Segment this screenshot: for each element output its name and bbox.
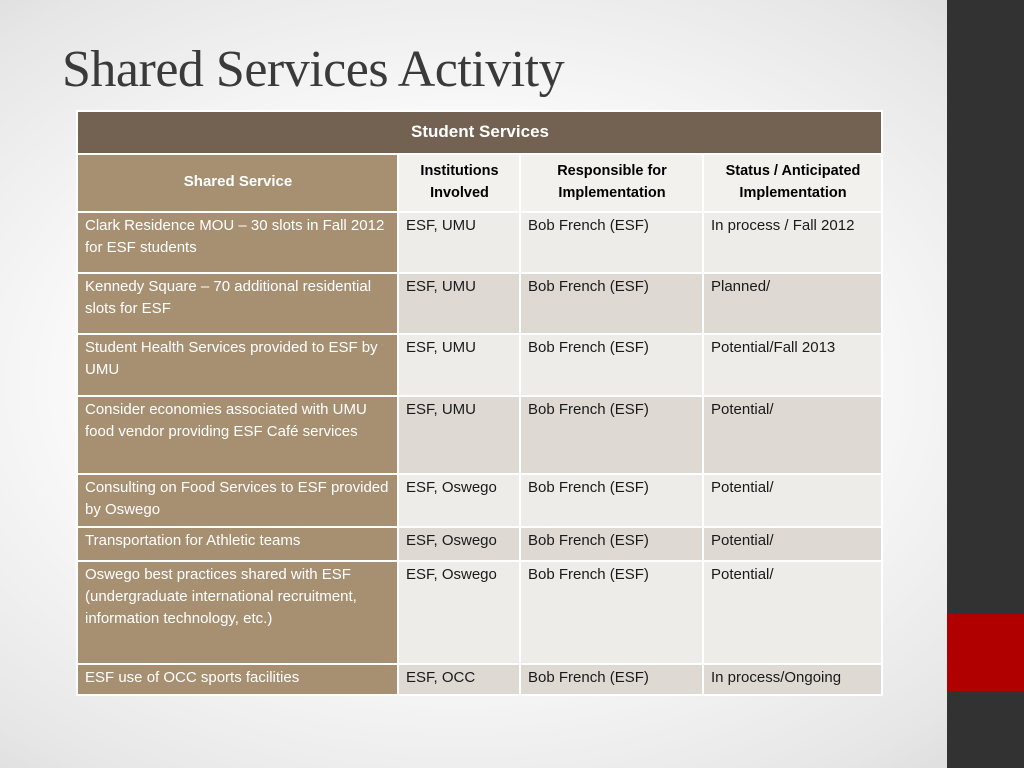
- responsible-cell: Bob French (ESF): [521, 475, 702, 526]
- shared-service-cell: Student Health Services provided to ESF by UMU: [78, 335, 397, 395]
- shared-service-cell: Consider economies associated with UMU food vendor providing ESF Café services: [78, 397, 397, 473]
- section-title: Student Services: [78, 112, 881, 153]
- responsible-cell: Bob French (ESF): [521, 335, 702, 395]
- column-header-status: Status / Anticipated Implementation: [704, 155, 881, 211]
- column-header-institutions: Institutions Involved: [399, 155, 519, 211]
- responsible-cell: Bob French (ESF): [521, 528, 702, 560]
- responsible-cell: Bob French (ESF): [521, 213, 702, 272]
- table-row: [78, 528, 881, 560]
- shared-service-cell: Transportation for Athletic teams: [78, 528, 397, 560]
- status-cell: Potential/: [704, 475, 881, 526]
- institutions-cell: ESF, OCC: [399, 665, 519, 694]
- institutions-cell: ESF, UMU: [399, 335, 519, 395]
- institutions-cell: ESF, UMU: [399, 397, 519, 473]
- status-cell: In process/Ongoing: [704, 665, 881, 694]
- table-row: [78, 397, 881, 473]
- institutions-cell: ESF, Oswego: [399, 528, 519, 560]
- institutions-cell: ESF, UMU: [399, 213, 519, 272]
- table-row: [78, 335, 881, 395]
- table-section-header-row: [78, 112, 881, 153]
- status-cell: Potential/: [704, 528, 881, 560]
- column-header-shared-service: Shared Service: [78, 155, 397, 211]
- table-row: [78, 274, 881, 333]
- status-cell: Potential/: [704, 562, 881, 663]
- shared-service-cell: Oswego best practices shared with ESF (undergraduate international recruitment, information technology, etc.): [78, 562, 397, 663]
- table-row: [78, 562, 881, 663]
- shared-service-cell: Kennedy Square – 70 additional residential slots for ESF: [78, 274, 397, 333]
- shared-service-cell: Consulting on Food Services to ESF provided by Oswego: [78, 475, 397, 526]
- column-header-responsible: Responsible for Implementation: [521, 155, 702, 211]
- responsible-cell: Bob French (ESF): [521, 397, 702, 473]
- responsible-cell: Bob French (ESF): [521, 665, 702, 694]
- shared-service-cell: ESF use of OCC sports facilities: [78, 665, 397, 694]
- status-cell: Planned/: [704, 274, 881, 333]
- table-row: [78, 665, 881, 694]
- institutions-cell: ESF, UMU: [399, 274, 519, 333]
- table-row: [78, 475, 881, 526]
- table-column-header-row: [78, 155, 881, 211]
- sidebar-accent-block: [947, 614, 1024, 691]
- status-cell: Potential/: [704, 397, 881, 473]
- table-row: [78, 213, 881, 272]
- status-cell: In process / Fall 2012: [704, 213, 881, 272]
- responsible-cell: Bob French (ESF): [521, 274, 702, 333]
- student-services-table: [76, 110, 883, 696]
- status-cell: Potential/Fall 2013: [704, 335, 881, 395]
- responsible-cell: Bob French (ESF): [521, 562, 702, 663]
- slide-title: Shared Services Activity: [62, 41, 565, 98]
- institutions-cell: ESF, Oswego: [399, 562, 519, 663]
- shared-service-cell: Clark Residence MOU – 30 slots in Fall 2012 for ESF students: [78, 213, 397, 272]
- institutions-cell: ESF, Oswego: [399, 475, 519, 526]
